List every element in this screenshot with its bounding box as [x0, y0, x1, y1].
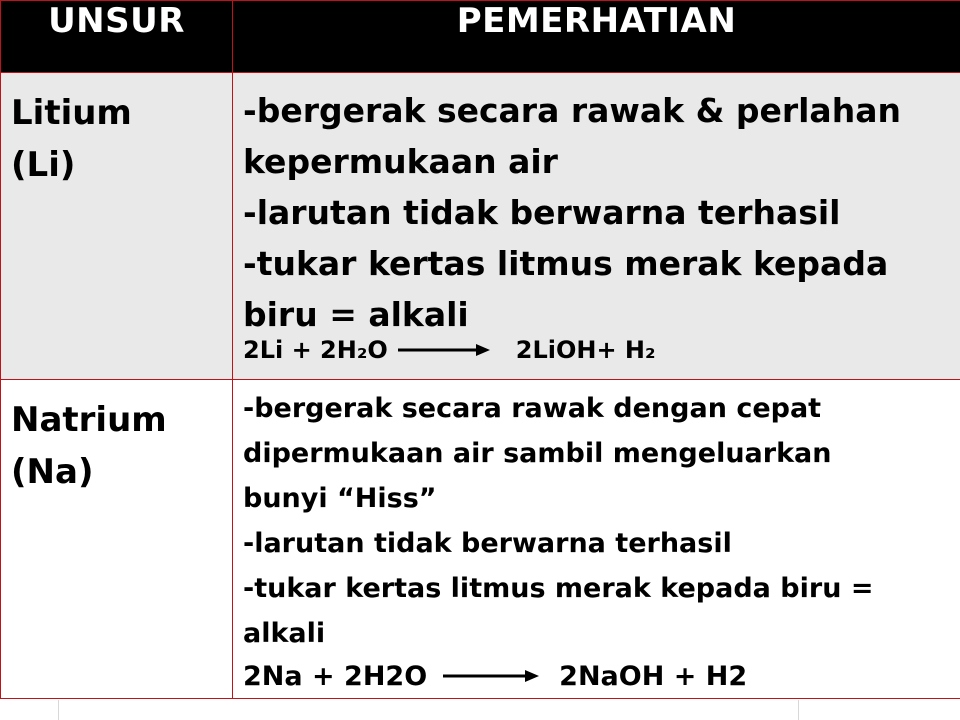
header-pemerhatian: PEMERHATIAN	[233, 1, 960, 73]
element-cell	[1, 380, 233, 699]
equation-products: 2LiOH+ H₂	[515, 335, 656, 364]
observation-line: -tukar kertas litmus merak kepada	[243, 244, 889, 283]
observation-line: -tukar kertas litmus merak kepada biru =	[243, 573, 874, 604]
observation-line: -larutan tidak berwarna terhasil	[243, 193, 841, 232]
observation-line: -bergerak secara rawak & perlahan	[243, 91, 901, 130]
slide-divider	[798, 700, 799, 720]
equation-products: 2NaOH + H2	[559, 660, 748, 692]
reaction-equation	[243, 656, 960, 696]
observation-cell	[233, 380, 960, 699]
table-row-litium	[1, 73, 960, 380]
slide-divider	[58, 700, 59, 720]
observation-line: -larutan tidak berwarna terhasil	[243, 528, 732, 559]
observation-cell	[233, 73, 960, 380]
equation-reactants: 2Li + 2H₂O	[243, 335, 388, 364]
observation-line: kepermukaan air	[243, 142, 558, 181]
equation-reactants: 2Na + 2H2O	[243, 660, 428, 692]
element-symbol: (Na)	[11, 452, 94, 492]
element-name: Natrium	[11, 400, 167, 440]
reaction-equation	[243, 334, 960, 366]
element-cell	[1, 73, 233, 380]
reaction-arrow-icon	[443, 668, 539, 684]
observation-line: alkali	[243, 618, 326, 649]
observation-line: bunyi “Hiss”	[243, 483, 437, 514]
observation-line: -bergerak secara rawak dengan cepat	[243, 393, 822, 424]
reaction-arrow-icon	[398, 342, 490, 358]
element-name: Litium	[11, 93, 132, 133]
observation-line: biru = alkali	[243, 295, 469, 334]
table-row-natrium	[1, 380, 960, 699]
element-symbol: (Li)	[11, 145, 76, 185]
observation-line: dipermukaan air sambil mengeluarkan	[243, 438, 832, 469]
header-unsur: UNSUR	[1, 1, 233, 73]
table-header-row	[1, 1, 960, 73]
